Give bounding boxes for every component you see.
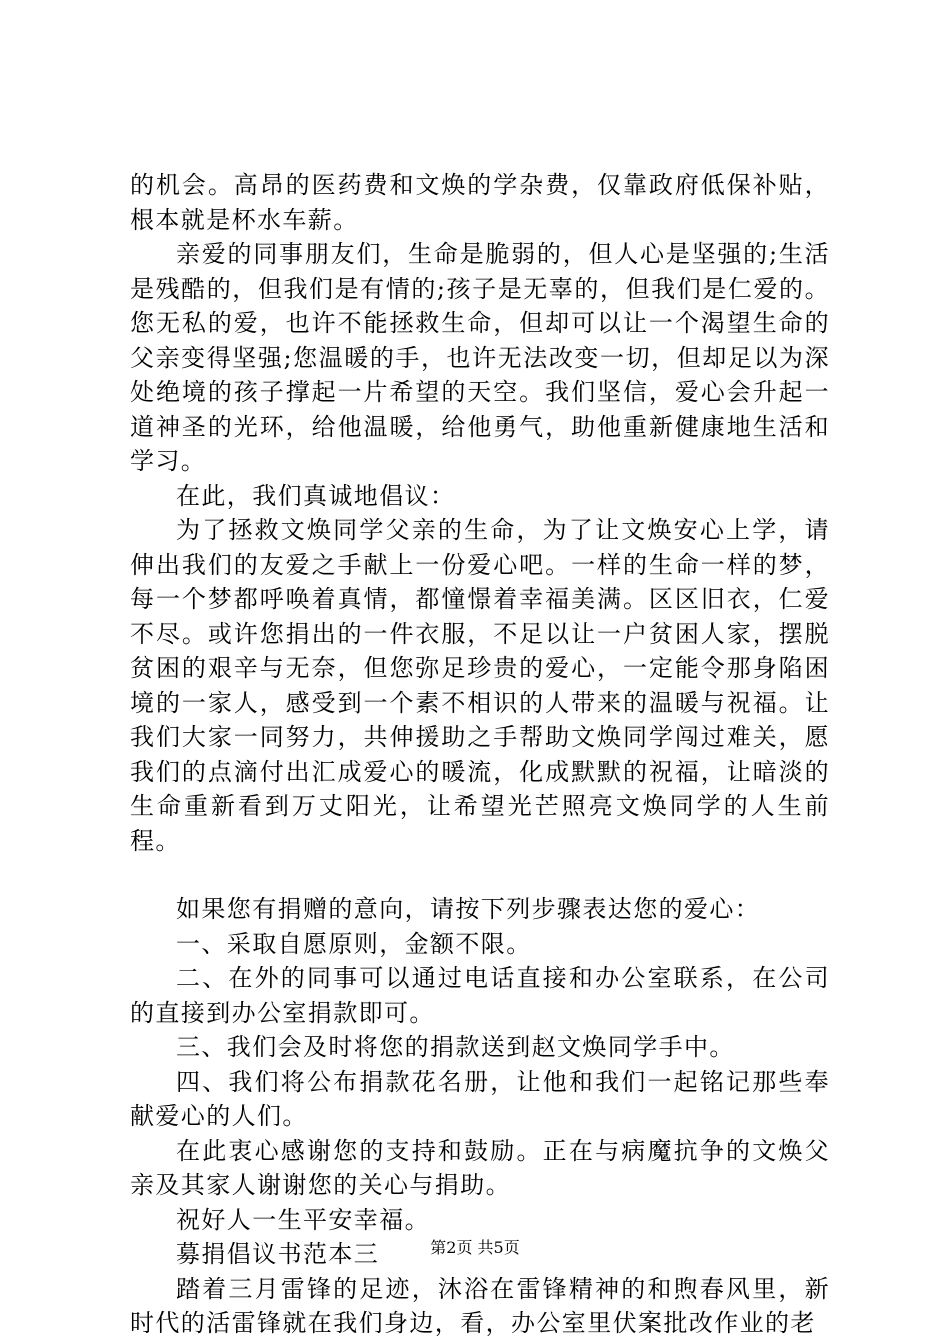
paragraph-step-3: 三、我们会及时将您的捐款送到赵文焕同学手中。	[176, 1033, 735, 1061]
paragraph-blessing: 祝好人一生平安幸福。	[176, 1205, 430, 1234]
page-number-label: 第2页 共5页	[430, 1238, 520, 1257]
document-body	[130, 168, 830, 1341]
paragraph-step-1: 一、采取自愿原则，金额不限。	[176, 929, 532, 958]
paragraph-step-4: 四、我们将公布捐款花名册，让他和我们一起铭记那些奉献爱心的人们。	[130, 1067, 830, 1130]
paragraph-proposal: 为了拯救文焕同学父亲的生命，为了让文焕安心上学，请伸出我们的友爱之手献上一份爱心吧。一样的生命一样的梦，每一个梦都呼唤着真情，都憧憬着幸福美满。区区旧衣，仁爱不尽。或许您捐出的一件衣服，不足以让一户贫困人家，摆脱贫困的艰辛与无奈，但您弥足珍贵的爱心，一定能令那身陷困境的一家人，感受到一个素不相识的人带来的温暖与祝福。让我们大家一同努力，共伸援助之手帮助文焕同学闯过难关，愿我们的点滴付出汇成爱心的暖流，化成默默的祝福，让暗淡的生命重新看到万丈阳光，让希望光芒照亮文焕同学的人生前程。	[130, 516, 830, 855]
paragraph-proposal-intro: 在此，我们真诚地倡议：	[176, 481, 456, 510]
page-footer	[0, 1238, 950, 1258]
section-heading: 募捐倡议书范本三	[176, 1240, 380, 1268]
paragraph-thanks: 在此衷心感谢您的支持和鼓励。正在与病魔抗争的文焕父亲及其家人谢谢您的关心与捐助。	[130, 1136, 830, 1199]
paragraph-appeal: 亲爱的同事朋友们，生命是脆弱的，但人心是坚强的;生活是残酷的，但我们是有情的;孩子是无辜的，但我们是仁爱的。您无私的爱，也许不能拯救生命，但却可以让一个渴望生命的父亲变得坚强;您温暖的手，也许无法改变一切，但却足以为深处绝境的孩子撑起一片希望的天空。我们坚信，爱心会升起一道神圣的光环，给他温暖，给他勇气，助他重新健康地生活和学习。	[130, 240, 830, 475]
paragraph-continued: 的机会。高昂的医药费和文焕的学杂费，仅靠政府低保补贴，根本就是杯水车薪。	[130, 171, 830, 234]
paragraph-step-2: 二、在外的同事可以通过电话直接和办公室联系，在公司的直接到办公室捐款即可。	[130, 964, 830, 1027]
paragraph-donation-steps-intro: 如果您有捐赠的意向，请按下列步骤表达您的爱心：	[176, 895, 761, 923]
paragraph-section-three: 踏着三月雷锋的足迹，沐浴在雷锋精神的和煦春风里，新时代的活雷锋就在我们身边，看，办公室里伏案批改作业的老	[130, 1274, 830, 1337]
